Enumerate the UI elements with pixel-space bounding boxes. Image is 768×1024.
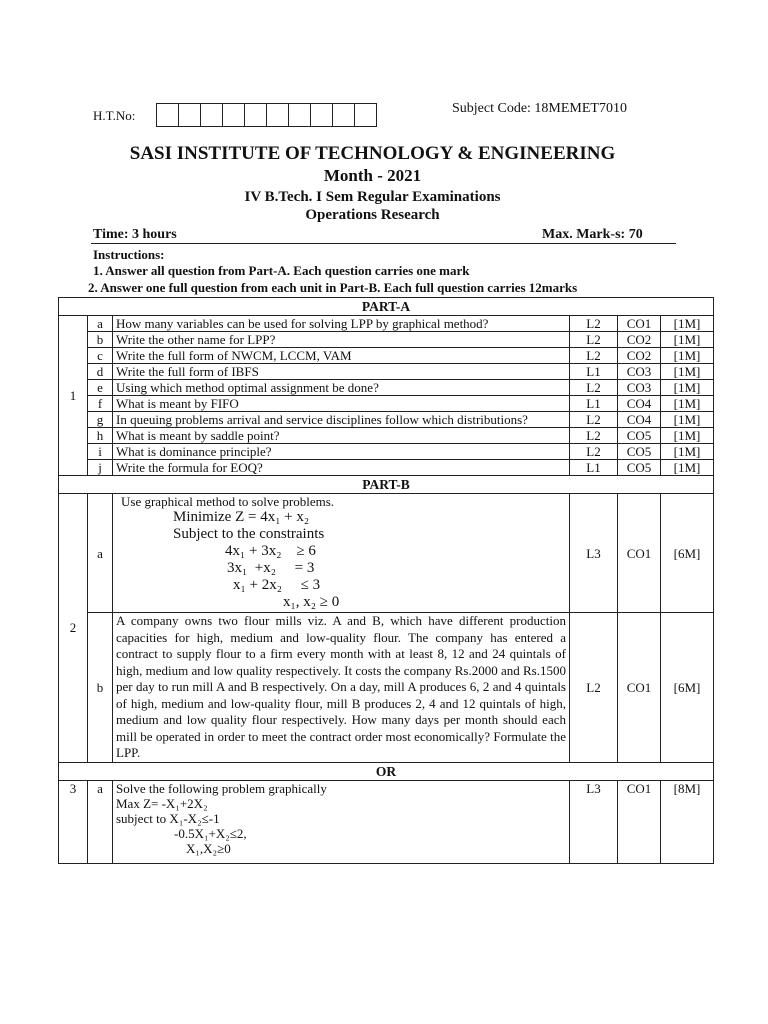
sub-question-letter: e: [88, 380, 113, 396]
question-number: 3: [59, 780, 88, 863]
or-separator: OR: [59, 762, 714, 780]
sub-question-letter: b: [88, 332, 113, 348]
marks: [1M]: [661, 348, 714, 364]
ht-no-label: H.T.No:: [93, 108, 136, 123]
course-outcome: CO2: [618, 332, 661, 348]
blooms-level: L1: [570, 460, 618, 476]
course-outcome: CO2: [618, 348, 661, 364]
ht-no-box: [244, 103, 267, 127]
question-row: [59, 348, 714, 364]
question-number: 2: [59, 494, 88, 763]
marks: [1M]: [661, 460, 714, 476]
ht-no-box: [288, 103, 311, 127]
marks: [1M]: [661, 364, 714, 380]
exam-month: Month - 2021: [323, 166, 422, 185]
marks: [1M]: [661, 380, 714, 396]
blooms-level: L2: [570, 412, 618, 428]
blooms-level: L2: [570, 444, 618, 460]
sub-question-letter: h: [88, 428, 113, 444]
part-b-header-row: [59, 476, 714, 494]
blooms-level: L3: [570, 494, 618, 613]
question-row: [59, 613, 714, 763]
question-row: [59, 332, 714, 348]
instruction-2: 2. Answer one full question from each unit in Part-B. Each full question carries 12marks: [88, 280, 578, 295]
blooms-level: L2: [570, 316, 618, 332]
or-row: [59, 762, 714, 780]
blooms-level: L1: [570, 396, 618, 412]
sub-question-letter: g: [88, 412, 113, 428]
course-outcome: CO1: [618, 613, 661, 763]
blooms-level: L3: [570, 780, 618, 863]
constraint: 4x₁ + 3x₂ ≥ 6: [225, 543, 316, 559]
blooms-level: L2: [570, 380, 618, 396]
question-text: What is meant by saddle point?: [113, 428, 570, 444]
question-body: [113, 494, 570, 613]
question-text: Write the full form of IBFS: [113, 364, 570, 380]
question-text: What is meant by FIFO: [113, 396, 570, 412]
question-text: Write the other name for LPP?: [113, 332, 570, 348]
marks: [1M]: [661, 412, 714, 428]
blooms-level: L2: [570, 348, 618, 364]
question-text: How many variables can be used for solving LPP by graphical method?: [113, 316, 570, 332]
constraint: subject to X₁-X₂≤-1: [116, 810, 220, 826]
ht-no-box: [178, 103, 201, 127]
instructions-heading: Instructions:: [93, 247, 165, 262]
constraints-label: Subject to the constraints: [173, 526, 325, 542]
question-text: Write the formula for EOQ?: [113, 460, 570, 476]
objective-function: Minimize Z = 4x₁ + x₂: [173, 509, 310, 525]
marks: [1M]: [661, 444, 714, 460]
ht-no-box: [354, 103, 377, 127]
non-negativity-constraint: x₁, x₂ ≥ 0: [283, 594, 340, 610]
sub-question-letter: f: [88, 396, 113, 412]
marks: [1M]: [661, 396, 714, 412]
course-outcome: CO1: [618, 780, 661, 863]
constraint: x₁ + 2x₂ ≤ 3: [233, 577, 321, 593]
blooms-level: L2: [570, 613, 618, 763]
exam-title: IV B.Tech. I Sem Regular Examinations: [244, 189, 501, 205]
part-a-title: PART-A: [59, 298, 714, 316]
question-row: [59, 460, 714, 476]
blooms-level: L2: [570, 428, 618, 444]
instruction-1: 1. Answer all question from Part-A. Each question carries one mark: [93, 263, 470, 278]
subject-name: Operations Research: [305, 207, 440, 223]
sub-question-letter: b: [88, 613, 113, 763]
question-text: What is dominance principle?: [113, 444, 570, 460]
lpp-formulation: [121, 509, 566, 611]
ht-no-box: [200, 103, 223, 127]
course-outcome: CO5: [618, 444, 661, 460]
ht-no-box: [310, 103, 333, 127]
question-row: [59, 428, 714, 444]
question-text: In queuing problems arrival and service disciplines follow which distributions?: [113, 412, 570, 428]
sub-question-letter: d: [88, 364, 113, 380]
question-row: [59, 444, 714, 460]
course-outcome: CO1: [618, 494, 661, 613]
course-outcome: CO3: [618, 380, 661, 396]
sub-question-letter: i: [88, 444, 113, 460]
non-negativity-constraint: X₁,X₂≥0: [186, 840, 231, 856]
ht-no-boxes: [157, 103, 377, 127]
question-text: Write the full form of NWCM, LCCM, VAM: [113, 348, 570, 364]
sub-question-letter: a: [88, 494, 113, 613]
course-outcome: CO5: [618, 428, 661, 444]
marks: [1M]: [661, 428, 714, 444]
exam-time: Time: 3 hours: [93, 227, 177, 242]
question-row: [59, 316, 714, 332]
ht-no-box: [266, 103, 289, 127]
question-text: Solve the following problem graphically: [116, 780, 327, 796]
marks: [6M]: [661, 494, 714, 613]
question-text: A company owns two flour mills viz. A and B, which have different production capacities for high, medium and low-quality flour. The company has entered a contract to supply flour to a firm every month with at least 8, 12 and 24 quintals of high, medium and low quality respectively. It costs the company Rs.2000 and Rs.1500 per day to run mill A and B respectively. On a day, mill A produces 6, 2 and 4 quintals of high, medium and low-quality flour, mill B produces 2, 4 and 12 quintals of high, medium and low quality flour respectively. How many days per month should each mill be operated in order to meet the contract order most economically? Formulate the LPP.: [113, 613, 570, 763]
part-a-header-row: [59, 298, 714, 316]
ht-no-box: [332, 103, 355, 127]
blooms-level: L2: [570, 332, 618, 348]
question-table: [58, 297, 714, 864]
question-row: [59, 412, 714, 428]
subject-code: Subject Code: 18MEMET7010: [452, 101, 627, 116]
header-divider: [91, 243, 676, 244]
course-outcome: CO1: [618, 316, 661, 332]
ht-no-box: [156, 103, 179, 127]
sub-question-letter: a: [88, 780, 113, 863]
constraint: -0.5X₁+X₂≤2,: [174, 825, 247, 841]
max-marks: Max. Mark-s: 70: [542, 227, 643, 242]
question-body: [113, 780, 570, 863]
question-text: Using which method optimal assignment be done?: [113, 380, 570, 396]
question-row: [59, 380, 714, 396]
sub-question-letter: a: [88, 316, 113, 332]
institute-name: SASI INSTITUTE OF TECHNOLOGY & ENGINEERING: [129, 143, 616, 164]
constraint: 3x₁ +x₂ = 3: [227, 560, 315, 576]
objective-function: Max Z= -X₁+2X₂: [116, 795, 208, 811]
course-outcome: CO5: [618, 460, 661, 476]
marks: [1M]: [661, 332, 714, 348]
question-number: 1: [59, 316, 88, 476]
question-intro: Use graphical method to solve problems.: [121, 494, 335, 509]
course-outcome: CO3: [618, 364, 661, 380]
question-row: [59, 396, 714, 412]
question-row: [59, 780, 714, 863]
sub-question-letter: c: [88, 348, 113, 364]
question-row: [59, 364, 714, 380]
marks: [1M]: [661, 316, 714, 332]
sub-question-letter: j: [88, 460, 113, 476]
course-outcome: CO4: [618, 396, 661, 412]
marks: [8M]: [661, 780, 714, 863]
part-b-title: PART-B: [59, 476, 714, 494]
blooms-level: L1: [570, 364, 618, 380]
marks: [6M]: [661, 613, 714, 763]
ht-no-box: [222, 103, 245, 127]
question-row: [59, 494, 714, 613]
course-outcome: CO4: [618, 412, 661, 428]
